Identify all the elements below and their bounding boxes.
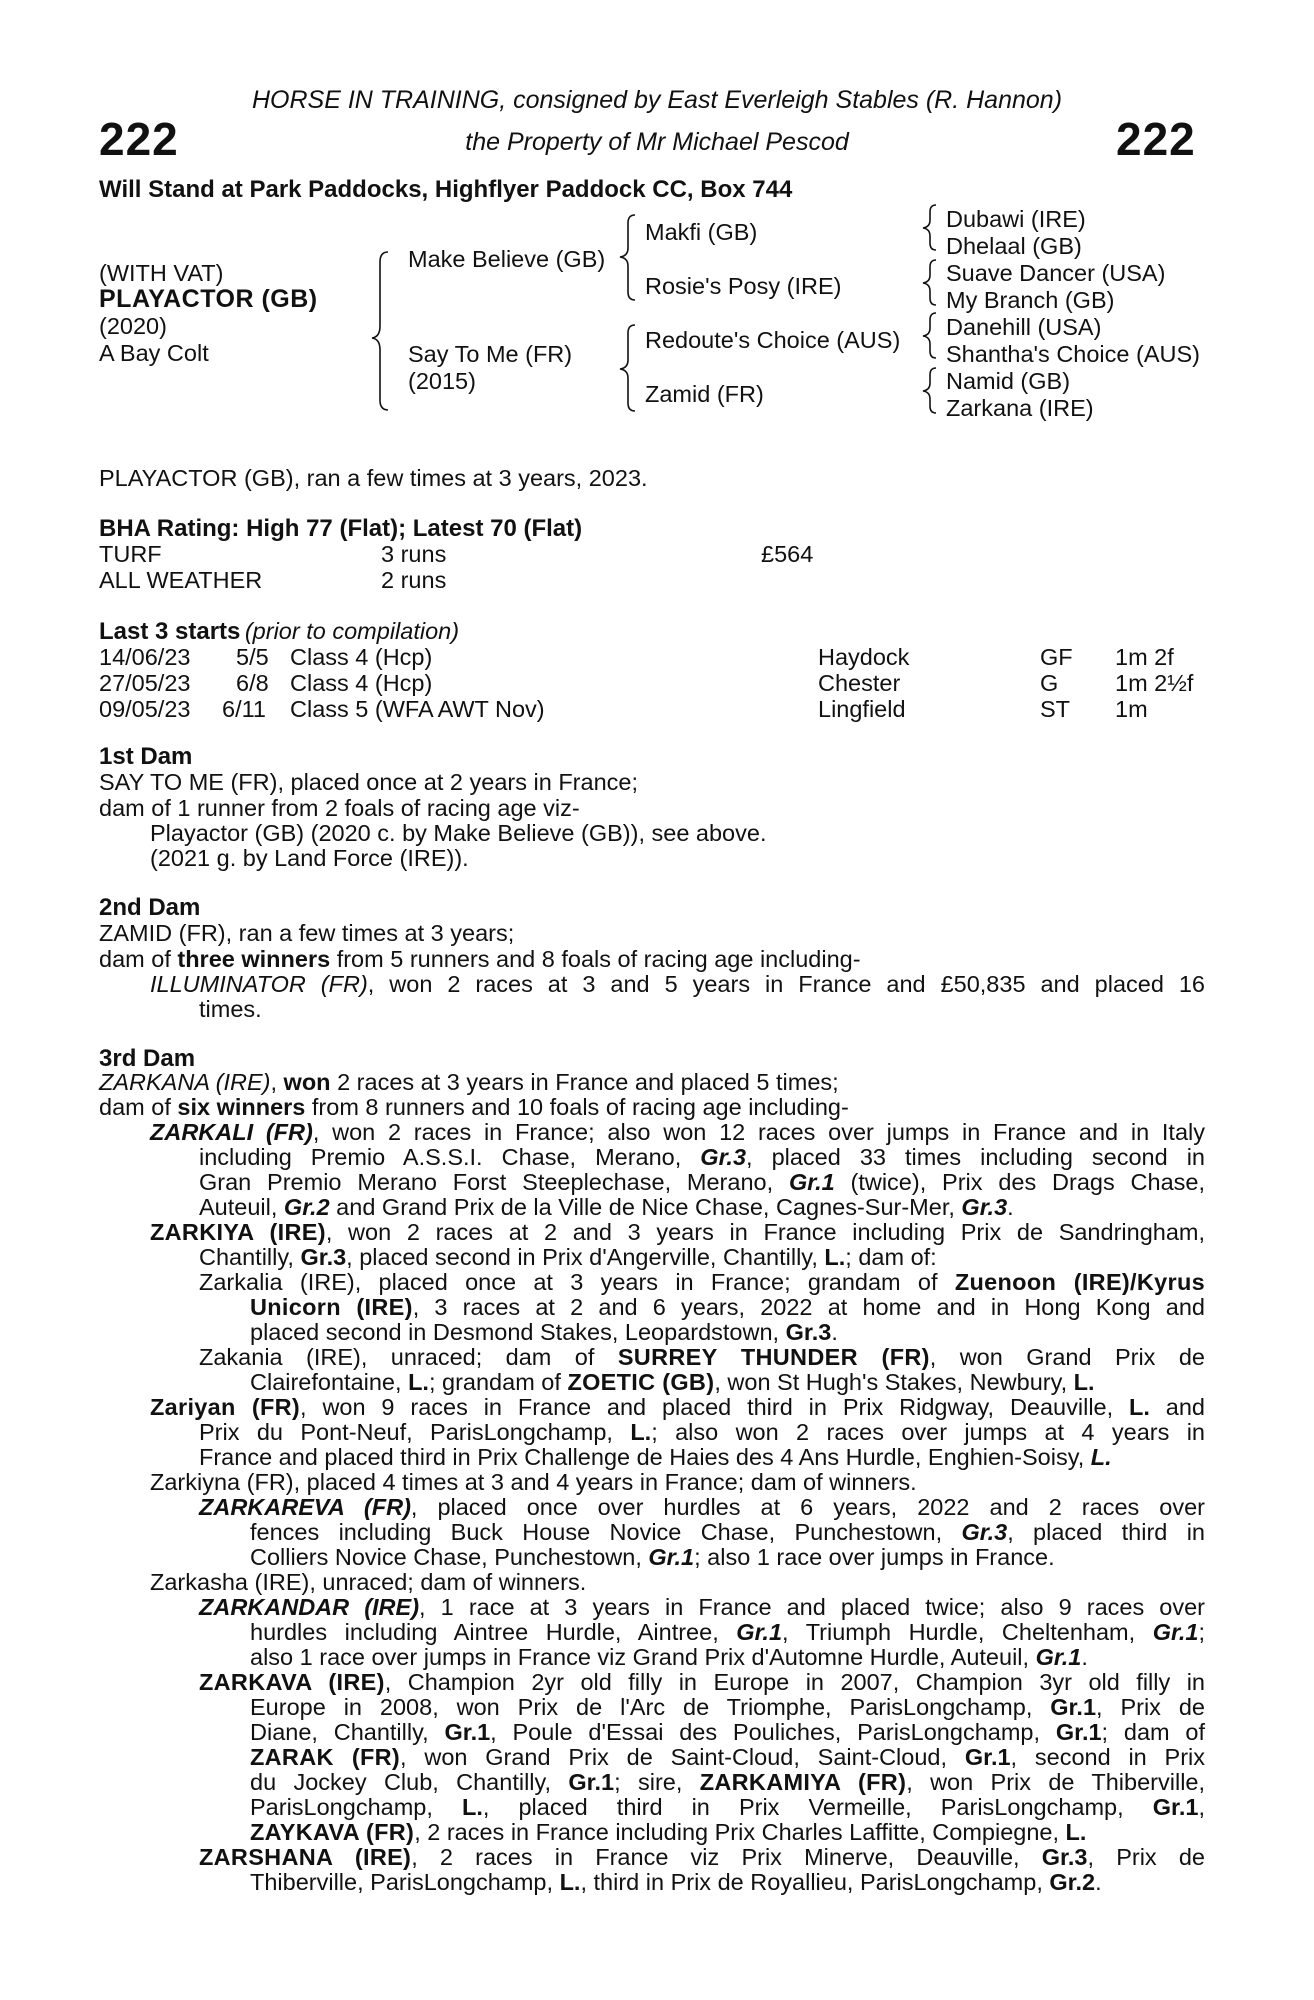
all-weather-runs: 2 runs (381, 567, 447, 593)
text-run: Europe in 2008, won Prix de l'Arc de Triomphe, ParisLongchamp, (250, 1694, 1051, 1720)
text-run: , (1198, 1794, 1205, 1820)
text-run: also 1 race over jumps in France viz Grand Prix d'Automne Hurdle, Auteuil, (250, 1644, 1036, 1670)
zarkava-line (250, 1745, 1205, 1771)
grade-label: L. (1129, 1394, 1150, 1420)
text-run: Prix du Pont-Neuf, ParisLongchamp, (199, 1419, 631, 1445)
text-run: , won Prix de Thiberville, (906, 1769, 1206, 1795)
stand-location: Will Stand at Park Paddocks, Highflyer Paddock CC, Box 744 (99, 176, 793, 203)
start-position: 5/5 (236, 644, 269, 670)
zarkandar-line (250, 1645, 1088, 1671)
vat-note: (WITH VAT) (99, 260, 224, 286)
grade-label: L. (461, 1794, 483, 1820)
horse-name-italic: ZARKANA (IRE) (99, 1069, 271, 1095)
first-dam-line: Playactor (GB) (2020 c. by Make Believe (GB)), see above. (150, 820, 767, 846)
text-run: , placed third in (1007, 1519, 1205, 1545)
second-dam-line (150, 971, 1205, 998)
all-weather-label: ALL WEATHER (99, 567, 263, 593)
horse-name-bold: ZAYKAVA (FR) (250, 1819, 415, 1845)
first-dam-heading: 1st Dam (99, 743, 193, 770)
text-run: France and placed third in Prix Challenge de Haies des 4 Ans Hurdle, Enghien-Soisy, (199, 1444, 1091, 1470)
start-date: 14/06/23 (99, 644, 191, 670)
grade-label: Gr.3 (961, 1194, 1008, 1220)
text-run: ; (1198, 1619, 1205, 1645)
turf-label: TURF (99, 541, 162, 567)
text-run: Zarkalia (IRE), placed once at 3 years in France; grandam of (199, 1269, 955, 1295)
zarkali-line (199, 1145, 1205, 1171)
pedigree-gen3-3: Suave Dancer (USA) (946, 260, 1166, 286)
consignor-line: HORSE IN TRAINING, consigned by East Everleigh Stables (R. Hannon) (251, 86, 1063, 114)
start-race: Class 4 (Hcp) (290, 644, 433, 670)
grade-label: Gr.1 (1050, 1694, 1097, 1720)
grade-label: Gr.1 (648, 1544, 695, 1570)
zarkava-line (250, 1720, 1205, 1746)
start-race: Class 4 (Hcp) (290, 670, 433, 696)
zakania-line (250, 1370, 1095, 1396)
horse-description: A Bay Colt (99, 340, 209, 366)
second-dam-line (99, 946, 861, 973)
first-dam-line: (2021 g. by Land Force (IRE)). (150, 845, 469, 871)
text-run: . (1007, 1194, 1014, 1220)
start-position: 6/11 (222, 696, 266, 722)
zarkalia-line (250, 1320, 838, 1346)
grade-label: Gr.1 (788, 1169, 835, 1195)
zakania-line (199, 1345, 1205, 1371)
pedigree-gen3-7: Namid (GB) (946, 368, 1071, 394)
text-run: ; also 1 race over jumps in France. (694, 1544, 1055, 1570)
horse-name-bold-italic: ZARKALI (FR) (150, 1119, 313, 1145)
start-course: Chester (818, 670, 901, 696)
text-run: fences including Buck House Novice Chase, Punchestown, (250, 1519, 962, 1545)
pedigree-gen3-4: My Branch (GB) (946, 287, 1115, 313)
grade-label: Gr.1 (568, 1769, 615, 1795)
second-dam-line: times. (199, 996, 262, 1022)
start-position: 6/8 (236, 670, 269, 696)
text-run: , won 2 races at 3 and 5 years in France and £50,835 and placed 16 (367, 971, 1206, 997)
lot-number-right: 222 (1116, 113, 1196, 165)
text-run: ; dam of: (845, 1244, 937, 1270)
grade-label: L. (1090, 1444, 1112, 1470)
zariyan-line (199, 1445, 1112, 1471)
text-run: from 8 runners and 10 foals of racing age including- (305, 1094, 849, 1120)
start-course: Haydock (818, 644, 910, 670)
start-going: ST (1040, 696, 1071, 722)
text-run: , won Grand Prix de (929, 1344, 1205, 1370)
pedigree-dam-sire: Redoute's Choice (AUS) (645, 327, 901, 353)
text-run: , Champion 2yr old filly in Europe in 2007, Champion 3yr old filly in (384, 1669, 1205, 1695)
property-line: the Property of Mr Michael Pescod (465, 128, 849, 156)
third-dam-line: ZARKANA (IRE), won 2 races at 3 years in France and placed 5 times; (99, 1069, 839, 1095)
pedigree-dam-dam: Zamid (FR) (645, 381, 764, 407)
text-run: , 2 races in France including Prix Charles Laffitte, Compiegne, (414, 1819, 1066, 1845)
text-run: placed second in Desmond Stakes, Leopardstown, (250, 1319, 786, 1345)
last-starts-heading: Last 3 starts (99, 618, 241, 645)
start-going: G (1040, 670, 1059, 696)
zarkalia-line (250, 1295, 1205, 1321)
zariyan-line (150, 1395, 1205, 1421)
grade-label: L. (559, 1869, 581, 1895)
turf-runs: 3 runs (381, 541, 447, 567)
text-run: . (1095, 1869, 1102, 1895)
horse-name-bold: ZARKAMIYA (FR) (699, 1769, 907, 1795)
start-date: 27/05/23 (99, 670, 191, 696)
text-run: including Premio A.S.S.I. Chase, Merano, (199, 1144, 701, 1170)
start-going: GF (1040, 644, 1073, 670)
horse-name-bold: Zariyan (FR) (150, 1394, 301, 1420)
text-run: Gran Premio Merano Forst Steeplechase, Merano, (199, 1169, 789, 1195)
grade-label: Gr.2 (283, 1194, 330, 1220)
text-run: ; sire, (614, 1769, 700, 1795)
text-run: ; dam of (1101, 1719, 1205, 1745)
text-run: , placed 33 times including second in (746, 1144, 1205, 1170)
text-run: Thiberville, ParisLongchamp, (250, 1869, 560, 1895)
lot-number-left: 222 (99, 113, 179, 165)
winners-count: three winners (177, 946, 331, 972)
horse-name-bold: ZARKAVA (IRE) (199, 1669, 385, 1695)
zarkareva-line (199, 1495, 1205, 1521)
pedigree-gen3-2: Dhelaal (GB) (946, 233, 1082, 259)
last-starts-note: (prior to compilation) (244, 618, 460, 644)
turf-prize: £564 (761, 541, 814, 567)
zarkava-line (199, 1670, 1205, 1696)
pedigree-dam-year: (2015) (408, 368, 476, 394)
start-distance: 1m (1115, 696, 1148, 722)
text-run: and (1149, 1394, 1205, 1420)
text-run: , placed once over hurdles at 6 years, 2022 and 2 races over (410, 1494, 1205, 1520)
pedigree-sire: Make Believe (GB) (408, 246, 606, 272)
text-run: , won St Hugh's Stakes, Newbury, (714, 1369, 1074, 1395)
grade-label: L. (1065, 1819, 1087, 1845)
text-run: Diane, Chantilly, (250, 1719, 445, 1745)
grade-label: L. (630, 1419, 652, 1445)
text-run: . (1081, 1644, 1088, 1670)
zarkali-line (199, 1195, 1014, 1221)
text-run: Auteuil, (199, 1194, 284, 1220)
second-dam-line: ZAMID (FR), ran a few times at 3 years; (99, 920, 515, 946)
horse-name-bold: SURREY THUNDER (FR) (617, 1344, 930, 1370)
horse-name-bold: ZARSHANA (IRE) (199, 1844, 412, 1870)
text-run: , Triumph Hurdle, Cheltenham, (782, 1619, 1153, 1645)
grade-label: Gr.1 (964, 1744, 1011, 1770)
horse-name-bold-italic: ZARKAREVA (FR) (199, 1494, 411, 1520)
text-run: , 2 races in France viz Prix Minerve, Deauville, (411, 1844, 1042, 1870)
horse-name: PLAYACTOR (GB) (99, 285, 318, 313)
zarkiyna-line: Zarkiyna (FR), placed 4 times at 3 and 4 years in France; dam of winners. (150, 1469, 917, 1495)
text-run: , won 2 races in France; also won 12 races over jumps in France and in Italy (312, 1119, 1205, 1145)
zarkalia-line (199, 1270, 1205, 1296)
text-run: , Prix de (1096, 1694, 1205, 1720)
zarkali-line (199, 1170, 1205, 1196)
text-run: , second in Prix (1010, 1744, 1206, 1770)
zarkasha-line: Zarkasha (IRE), unraced; dam of winners. (150, 1569, 587, 1595)
grade-label: L. (408, 1369, 429, 1395)
pedigree-gen3-8: Zarkana (IRE) (946, 395, 1094, 421)
grade-label: Gr.3 (785, 1319, 832, 1345)
grade-label: Gr.2 (1049, 1869, 1096, 1895)
text-run: , third in Prix de Royallieu, ParisLongchamp, (580, 1869, 1050, 1895)
text-run: ParisLongchamp, (250, 1794, 462, 1820)
zariyan-line (199, 1420, 1205, 1446)
last-starts-title (99, 618, 459, 646)
text-run: , 3 races at 2 and 6 years, 2022 at home and in Hong Kong and (412, 1294, 1205, 1320)
zarkava-line (250, 1770, 1205, 1796)
text-run: (twice), Prix des Drags Chase, (834, 1169, 1206, 1195)
text-run: Colliers Novice Chase, Punchestown, (250, 1544, 649, 1570)
text-run: , won 9 races in France and placed third in Prix Ridgway, Deauville, (300, 1394, 1130, 1420)
zarkiya-line (150, 1220, 1205, 1246)
horse-name-bold: Zuenoon (IRE)/Kyrus (954, 1269, 1205, 1295)
first-dam-line: SAY TO ME (FR), placed once at 2 years in France; (99, 769, 638, 795)
text-run: Clairefontaine, (250, 1369, 409, 1395)
grade-label: Gr.3 (961, 1519, 1008, 1545)
race-summary: PLAYACTOR (GB), ran a few times at 3 years, 2023. (99, 465, 648, 491)
start-distance: 1m 2f (1115, 644, 1174, 670)
text-run: du Jockey Club, Chantilly, (250, 1769, 569, 1795)
text-run: and Grand Prix de la Ville de Nice Chase, Cagnes-Sur-Mer, (329, 1194, 962, 1220)
text-run: , placed second in Prix d'Angerville, Chantilly, (346, 1244, 825, 1270)
pedigree-gen3-5: Danehill (USA) (946, 314, 1102, 340)
text-run: ; grandam of (428, 1369, 568, 1395)
grade-label: Gr.3 (700, 1144, 747, 1170)
text-run: , won Grand Prix de Saint-Cloud, Saint-Cloud, (400, 1744, 965, 1770)
pedigree-gen3-1: Dubawi (IRE) (946, 206, 1086, 232)
text-run: , Prix de (1087, 1844, 1205, 1870)
zarkava-line (250, 1695, 1205, 1721)
bha-rating-heading: BHA Rating: High 77 (Flat); Latest 70 (Flat) (99, 515, 583, 542)
start-distance: 1m 2½f (1115, 670, 1194, 696)
zarshana-line (199, 1845, 1205, 1871)
text-run: Chantilly, (199, 1244, 301, 1270)
text-run: from 5 runners and 8 foals of racing age including- (330, 946, 861, 972)
pedigree-dam: Say To Me (FR) (408, 341, 573, 367)
grade-label: Gr.1 (1152, 1794, 1199, 1820)
grade-label: L. (1073, 1369, 1095, 1395)
text-run: 2 races at 3 years in France and placed 5 times; (330, 1069, 839, 1095)
horse-year: (2020) (99, 313, 167, 339)
start-race: Class 5 (WFA AWT Nov) (290, 696, 545, 722)
grade-label: Gr.1 (444, 1719, 491, 1745)
text-run: , placed third in Prix Vermeille, ParisLongchamp, (482, 1794, 1153, 1820)
grade-label: Gr.3 (300, 1244, 347, 1270)
text-run: . (831, 1319, 838, 1345)
zarkareva-line (250, 1520, 1205, 1546)
zarkava-line (250, 1795, 1205, 1821)
text-run: dam of (99, 1094, 178, 1120)
horse-name-italic: ILLUMINATOR (FR) (150, 971, 368, 997)
zarshana-line (250, 1870, 1102, 1896)
text-run: , 1 race at 3 years in France and placed twice; also 9 races over (419, 1594, 1206, 1620)
grade-label: Gr.1 (1152, 1619, 1199, 1645)
text-run: , won 2 races at 2 and 3 years in France including Prix de Sandringham, (325, 1219, 1206, 1245)
second-dam-heading: 2nd Dam (99, 894, 201, 921)
grade-label: Gr.1 (736, 1619, 783, 1645)
grade-label: L. (824, 1244, 846, 1270)
horse-name-bold-italic: ZARKANDAR (IRE) (199, 1594, 420, 1620)
winners-count: six winners (177, 1094, 306, 1120)
zarkandar-line (199, 1595, 1205, 1621)
pedigree-sire-sire: Makfi (GB) (645, 219, 758, 245)
pedigree-sire-dam: Rosie's Posy (IRE) (645, 273, 842, 299)
text-run: hurdles including Aintree Hurdle, Aintree, (250, 1619, 737, 1645)
zarkava-line (250, 1820, 1086, 1846)
zarkiya-line (199, 1245, 937, 1271)
bold-won: won (283, 1069, 331, 1095)
grade-label: Gr.3 (1041, 1844, 1088, 1870)
zarkareva-line (250, 1545, 1055, 1571)
zarkali-line (150, 1120, 1205, 1146)
horse-name-bold: ZOETIC (GB) (567, 1369, 715, 1395)
horse-name-bold: ZARAK (FR) (250, 1744, 401, 1770)
start-date: 09/05/23 (99, 696, 191, 722)
grade-label: Gr.1 (1035, 1644, 1082, 1670)
text-run: dam of (99, 946, 178, 972)
third-dam-heading: 3rd Dam (99, 1045, 196, 1072)
text-run: ; also won 2 races over jumps at 4 years in (651, 1419, 1205, 1445)
zarkandar-line (250, 1620, 1205, 1646)
first-dam-line: dam of 1 runner from 2 foals of racing age viz- (99, 795, 580, 821)
pedigree-gen3-6: Shantha's Choice (AUS) (946, 341, 1200, 367)
text-run: , Poule d'Essai des Pouliches, ParisLongchamp, (490, 1719, 1056, 1745)
grade-label: Gr.1 (1055, 1719, 1102, 1745)
horse-name-bold: ZARKIYA (IRE) (150, 1219, 326, 1245)
text-run: Zakania (IRE), unraced; dam of (199, 1344, 618, 1370)
start-course: Lingfield (818, 696, 906, 722)
third-dam-line (99, 1095, 849, 1121)
horse-name-bold: Unicorn (IRE) (250, 1294, 413, 1320)
